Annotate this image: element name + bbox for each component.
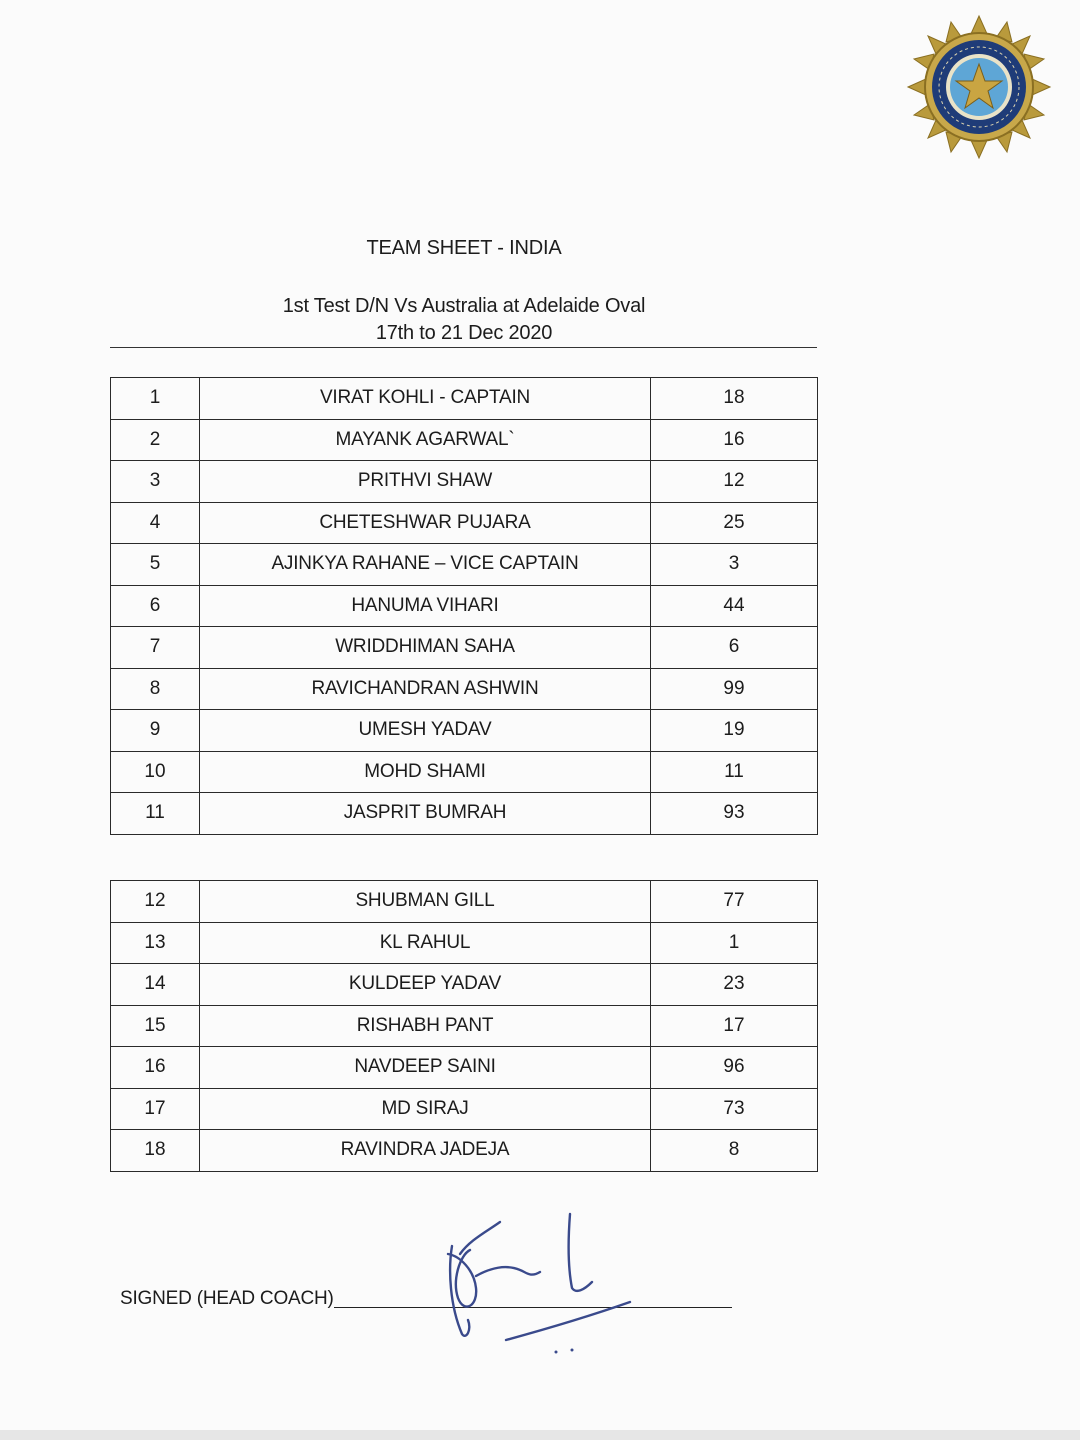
match-dates: 17th to 21 Dec 2020 xyxy=(375,322,553,344)
player-number: 3 xyxy=(111,461,200,503)
jersey-number: 18 xyxy=(651,378,818,420)
table-row xyxy=(111,461,818,503)
player-name: WRIDDHIMAN SAHA xyxy=(200,627,651,669)
player-number: 9 xyxy=(111,710,200,752)
player-number: 5 xyxy=(111,544,200,586)
player-number: 2 xyxy=(111,419,200,461)
match-info: 1st Test D/N Vs Australia at Adelaide Oval xyxy=(282,295,646,317)
playing-xi-table xyxy=(110,377,818,835)
jersey-number: 25 xyxy=(651,502,818,544)
player-name: SHUBMAN GILL xyxy=(200,881,651,923)
table-row xyxy=(111,922,818,964)
player-number: 17 xyxy=(111,1088,200,1130)
player-number: 16 xyxy=(111,1047,200,1089)
jersey-number: 16 xyxy=(651,419,818,461)
jersey-number: 44 xyxy=(651,585,818,627)
player-number: 8 xyxy=(111,668,200,710)
table-row xyxy=(111,751,818,793)
jersey-number: 11 xyxy=(651,751,818,793)
player-name: RAVICHANDRAN ASHWIN xyxy=(200,668,651,710)
signed-label: SIGNED (HEAD COACH) xyxy=(120,1288,334,1309)
table-row xyxy=(111,544,818,586)
header-divider xyxy=(110,347,817,348)
jersey-number: 17 xyxy=(651,1005,818,1047)
player-number: 7 xyxy=(111,627,200,669)
table-row xyxy=(111,419,818,461)
player-number: 14 xyxy=(111,964,200,1006)
jersey-number: 99 xyxy=(651,668,818,710)
jersey-number: 19 xyxy=(651,710,818,752)
player-name: AJINKYA RAHANE – VICE CAPTAIN xyxy=(200,544,651,586)
document-title: TEAM SHEET - INDIA xyxy=(366,237,562,259)
jersey-number: 3 xyxy=(651,544,818,586)
player-name: VIRAT KOHLI - CAPTAIN xyxy=(200,378,651,420)
table-row xyxy=(111,710,818,752)
player-number: 4 xyxy=(111,502,200,544)
jersey-number: 8 xyxy=(651,1130,818,1172)
player-name: MOHD SHAMI xyxy=(200,751,651,793)
player-number: 10 xyxy=(111,751,200,793)
player-name: PRITHVI SHAW xyxy=(200,461,651,503)
table-row xyxy=(111,627,818,669)
jersey-number: 23 xyxy=(651,964,818,1006)
jersey-number: 6 xyxy=(651,627,818,669)
player-number: 15 xyxy=(111,1005,200,1047)
reserves-table xyxy=(110,880,818,1172)
table-row xyxy=(111,1088,818,1130)
jersey-number: 73 xyxy=(651,1088,818,1130)
player-number: 12 xyxy=(111,881,200,923)
handwritten-signature-icon xyxy=(430,1210,660,1360)
player-name: JASPRIT BUMRAH xyxy=(200,793,651,835)
table-row xyxy=(111,1130,818,1172)
player-name: RISHABH PANT xyxy=(200,1005,651,1047)
player-number: 11 xyxy=(111,793,200,835)
player-name: KL RAHUL xyxy=(200,922,651,964)
jersey-number: 93 xyxy=(651,793,818,835)
jersey-number: 77 xyxy=(651,881,818,923)
player-name: HANUMA VIHARI xyxy=(200,585,651,627)
jersey-number: 12 xyxy=(651,461,818,503)
player-name: CHETESHWAR PUJARA xyxy=(200,502,651,544)
player-number: 13 xyxy=(111,922,200,964)
table-row xyxy=(111,1005,818,1047)
player-name: MAYANK AGARWAL` xyxy=(200,419,651,461)
table-row xyxy=(111,585,818,627)
table-row xyxy=(111,793,818,835)
player-number: 18 xyxy=(111,1130,200,1172)
player-name: KULDEEP YADAV xyxy=(200,964,651,1006)
table-row xyxy=(111,1047,818,1089)
table-row xyxy=(111,668,818,710)
player-number: 6 xyxy=(111,585,200,627)
table-row xyxy=(111,881,818,923)
jersey-number: 96 xyxy=(651,1047,818,1089)
bcci-crest-icon xyxy=(906,14,1052,160)
table-row xyxy=(111,378,818,420)
player-name: MD SIRAJ xyxy=(200,1088,651,1130)
player-name: NAVDEEP SAINI xyxy=(200,1047,651,1089)
table-row xyxy=(111,964,818,1006)
player-name: RAVINDRA JADEJA xyxy=(200,1130,651,1172)
player-number: 1 xyxy=(111,378,200,420)
player-name: UMESH YADAV xyxy=(200,710,651,752)
scan-edge xyxy=(0,1430,1080,1440)
jersey-number: 1 xyxy=(651,922,818,964)
table-row xyxy=(111,502,818,544)
